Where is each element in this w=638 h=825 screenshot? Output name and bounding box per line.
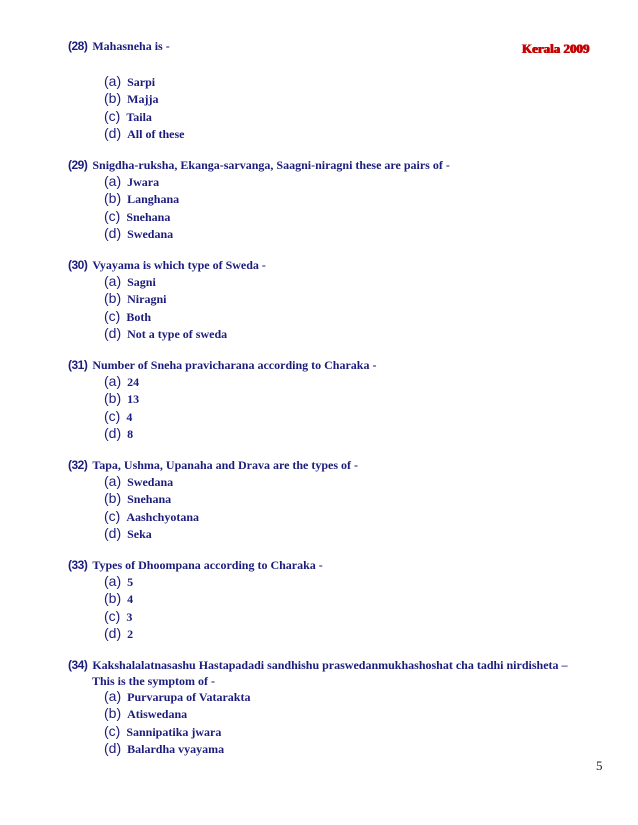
option-item bbox=[104, 125, 184, 142]
option-letter: (d) bbox=[104, 324, 122, 341]
question-number: (28) bbox=[68, 39, 88, 53]
question-text-continued: This is the symptom of - bbox=[92, 674, 216, 688]
option-item bbox=[104, 325, 227, 342]
option-item bbox=[104, 740, 250, 757]
question-30 bbox=[68, 257, 266, 273]
option-item bbox=[104, 273, 227, 290]
options-list bbox=[104, 573, 133, 642]
option-letter: (d) bbox=[104, 124, 122, 141]
option-item bbox=[104, 173, 179, 190]
option-text: All of these bbox=[127, 126, 185, 141]
option-letter: (d) bbox=[104, 624, 122, 641]
option-letter: (d) bbox=[104, 739, 122, 756]
option-text: Seka bbox=[127, 526, 152, 541]
option-text: 4 bbox=[126, 409, 133, 424]
option-text: 2 bbox=[127, 626, 134, 641]
option-letter: (b) bbox=[104, 90, 122, 107]
option-item bbox=[104, 225, 179, 242]
option-text: Snehana bbox=[126, 209, 171, 224]
question-text: Types of Dhoompana according to Charaka - bbox=[92, 558, 323, 572]
option-text: Not a type of sweda bbox=[127, 326, 228, 341]
option-text: Taila bbox=[126, 109, 152, 124]
option-text: 8 bbox=[127, 426, 134, 441]
option-letter: (a) bbox=[104, 273, 122, 289]
option-text: Swedana bbox=[127, 226, 174, 241]
question-text: Mahasneha is - bbox=[92, 39, 170, 53]
option-item bbox=[104, 573, 133, 590]
option-text: Purvarupa of Vatarakta bbox=[127, 690, 251, 704]
question-31 bbox=[68, 357, 376, 373]
question-number: (29) bbox=[68, 158, 88, 172]
option-text: Sagni bbox=[127, 275, 156, 289]
option-item bbox=[104, 425, 139, 442]
option-text: Snehana bbox=[127, 492, 172, 507]
question-32 bbox=[68, 457, 358, 473]
option-letter: (c) bbox=[104, 107, 121, 124]
option-letter: (c) bbox=[104, 407, 121, 424]
option-item bbox=[104, 723, 250, 740]
option-letter: (c) bbox=[104, 307, 121, 324]
option-letter: (b) bbox=[104, 390, 122, 407]
question-34 bbox=[68, 657, 568, 689]
option-item bbox=[104, 490, 199, 507]
question-33 bbox=[68, 557, 323, 573]
question-text: Number of Sneha pravicharana according to Charaka - bbox=[92, 358, 377, 372]
option-text: 3 bbox=[126, 609, 133, 624]
option-item bbox=[104, 625, 133, 642]
options-list bbox=[104, 473, 199, 542]
question-number: (34) bbox=[68, 658, 88, 672]
option-item bbox=[104, 408, 139, 425]
option-item bbox=[104, 525, 199, 542]
option-letter: (c) bbox=[104, 507, 121, 524]
option-item bbox=[104, 705, 250, 722]
exam-source-tag: Kerala 2009 bbox=[522, 41, 590, 56]
option-text: Atiswedana bbox=[127, 707, 188, 722]
option-letter: (d) bbox=[104, 224, 122, 241]
option-letter: (d) bbox=[104, 424, 122, 441]
option-letter: (a) bbox=[104, 688, 122, 704]
option-item bbox=[104, 508, 199, 525]
options-list bbox=[104, 273, 227, 342]
option-letter: (c) bbox=[104, 207, 121, 224]
options-list bbox=[104, 688, 250, 757]
option-text: Swedana bbox=[127, 475, 174, 489]
option-letter: (b) bbox=[104, 190, 122, 207]
option-item bbox=[104, 590, 133, 607]
option-text: Langhana bbox=[127, 192, 180, 207]
option-letter: (b) bbox=[104, 705, 122, 722]
option-letter: (a) bbox=[104, 73, 122, 89]
question-29 bbox=[68, 157, 450, 173]
question-number: (33) bbox=[68, 558, 88, 572]
option-letter: (a) bbox=[104, 573, 122, 589]
option-text: Sannipatika jwara bbox=[126, 724, 222, 739]
option-text: Balardha vyayama bbox=[127, 741, 225, 756]
question-text: Tapa, Ushma, Upanaha and Drava are the types of - bbox=[92, 458, 359, 472]
option-text: 5 bbox=[127, 575, 134, 589]
option-letter: (c) bbox=[104, 722, 121, 739]
question-number: (31) bbox=[68, 358, 88, 372]
option-text: 13 bbox=[127, 392, 140, 407]
options-list bbox=[104, 73, 184, 142]
option-letter: (b) bbox=[104, 490, 122, 507]
option-letter: (d) bbox=[104, 524, 122, 541]
option-letter: (a) bbox=[104, 473, 122, 489]
option-item bbox=[104, 373, 139, 390]
option-item bbox=[104, 308, 227, 325]
option-text: Jwara bbox=[127, 175, 160, 189]
options-list bbox=[104, 173, 179, 242]
question-text: Vyayama is which type of Sweda - bbox=[92, 258, 266, 272]
question-text: Snigdha-ruksha, Ekanga-sarvanga, Saagni-niragni these are pairs of - bbox=[92, 158, 450, 172]
option-letter: (b) bbox=[104, 590, 122, 607]
option-item bbox=[104, 290, 227, 307]
option-item bbox=[104, 73, 184, 90]
option-text: 4 bbox=[127, 592, 134, 607]
option-item bbox=[104, 208, 179, 225]
question-text: Kakshalalatnasashu Hastapadadi sandhishu praswedanmukhashoshat cha tadhi nirdisheta – bbox=[92, 658, 568, 672]
option-item bbox=[104, 108, 184, 125]
option-letter: (c) bbox=[104, 607, 121, 624]
option-text: Sarpi bbox=[127, 75, 156, 89]
option-item bbox=[104, 90, 184, 107]
option-letter: (a) bbox=[104, 373, 122, 389]
options-list bbox=[104, 373, 139, 442]
page-number: 5 bbox=[596, 758, 603, 773]
option-item bbox=[104, 390, 139, 407]
option-letter: (b) bbox=[104, 290, 122, 307]
question-number: (30) bbox=[68, 258, 88, 272]
option-item bbox=[104, 688, 250, 705]
option-text: 24 bbox=[127, 375, 140, 389]
option-letter: (a) bbox=[104, 173, 122, 189]
option-item bbox=[104, 473, 199, 490]
option-item bbox=[104, 190, 179, 207]
option-text: Aashchyotana bbox=[126, 509, 200, 524]
option-text: Both bbox=[126, 309, 152, 324]
option-text: Majja bbox=[127, 92, 159, 107]
option-text: Niragni bbox=[127, 292, 167, 307]
question-number: (32) bbox=[68, 458, 88, 472]
option-item bbox=[104, 608, 133, 625]
question-28 bbox=[68, 38, 170, 54]
